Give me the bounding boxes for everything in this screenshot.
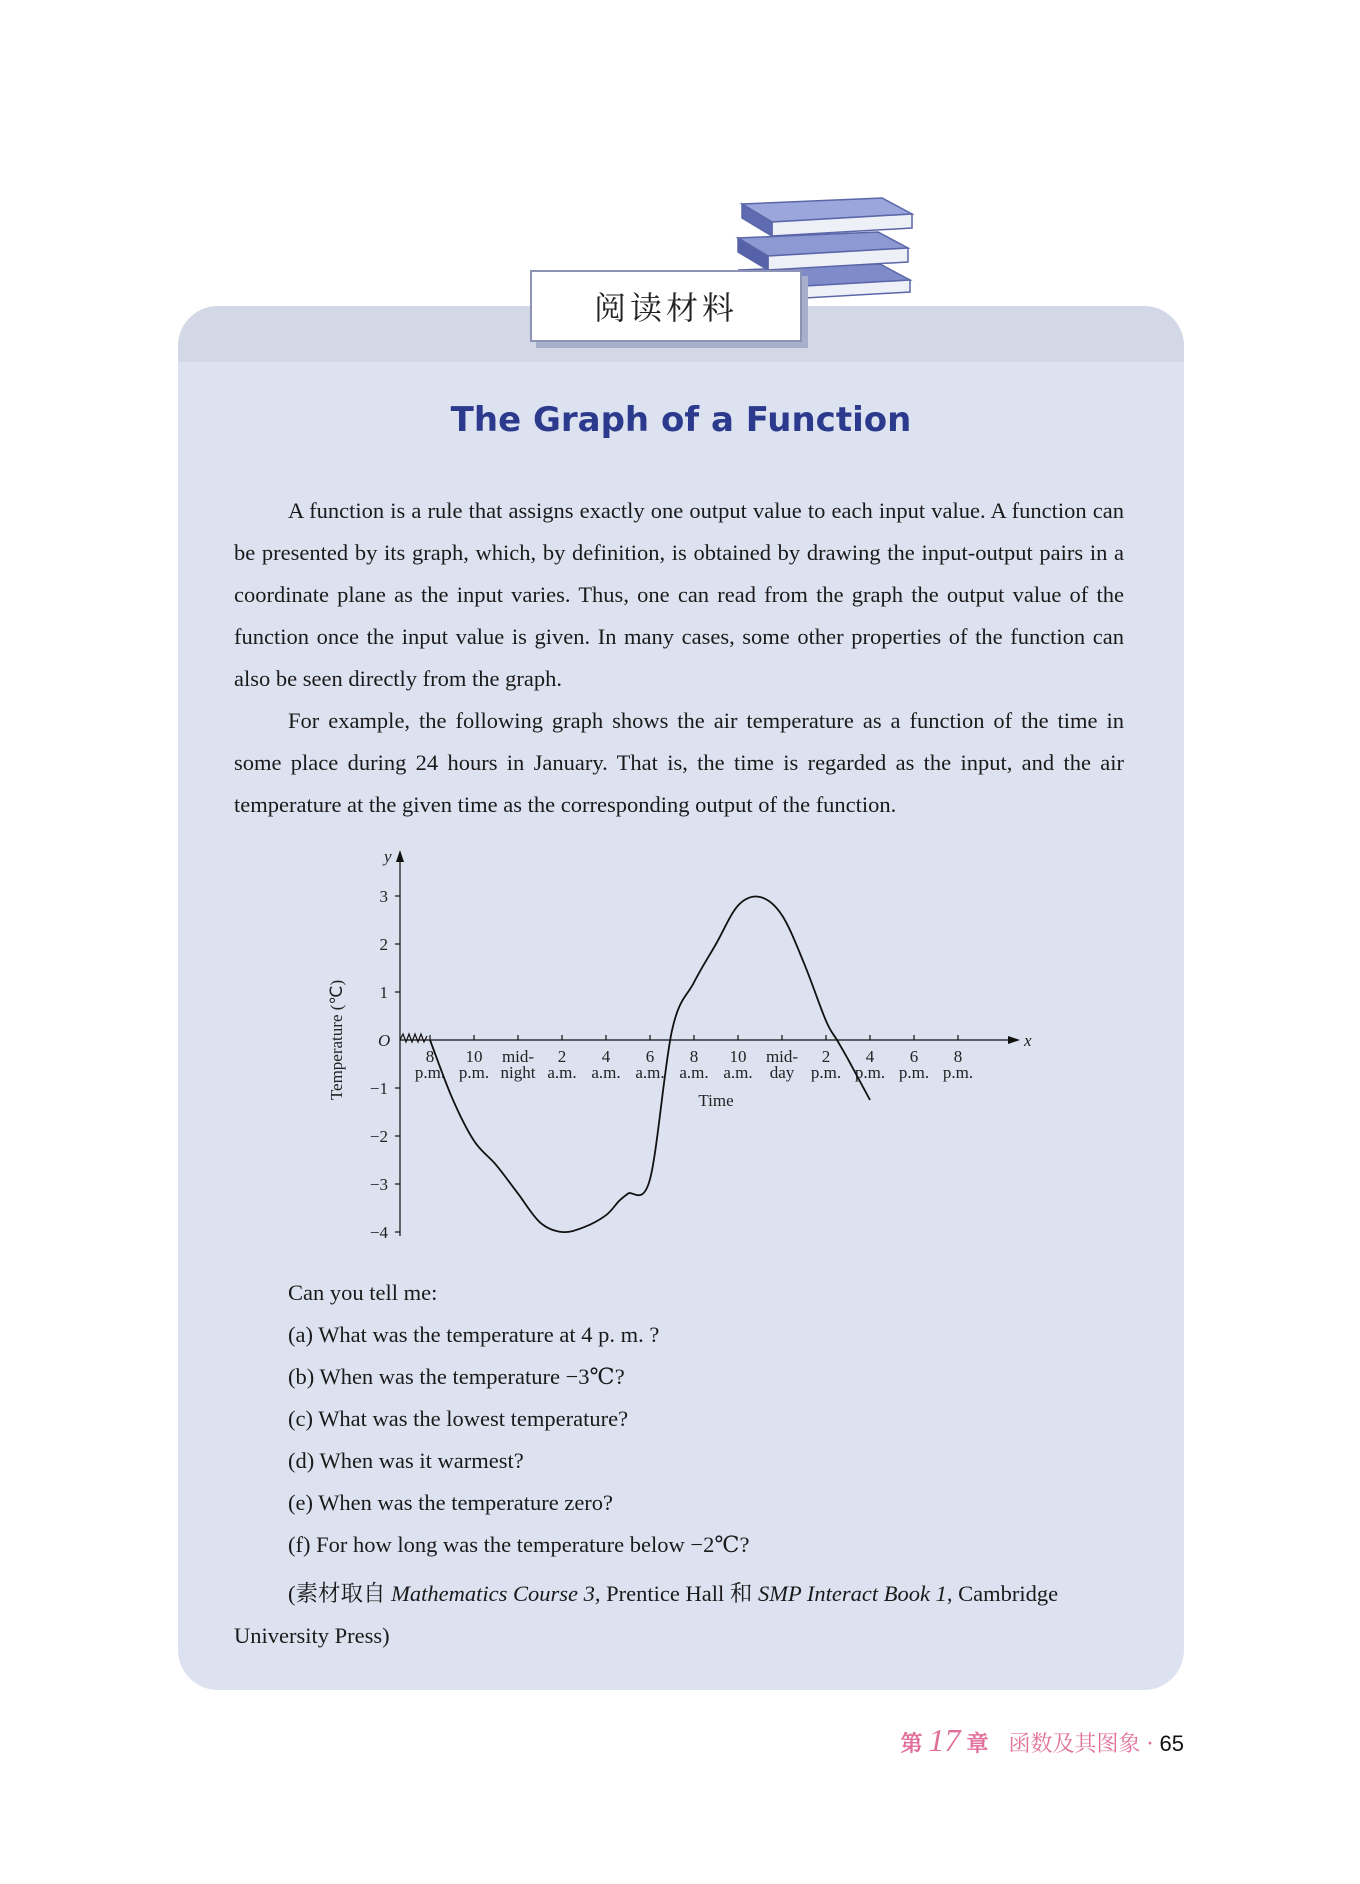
questions-intro: Can you tell me: (288, 1280, 438, 1305)
y-axis-arrow (396, 850, 404, 862)
question-item: (c) What was the lowest temperature? (288, 1406, 629, 1431)
paragraph-2: For example, the following graph shows the air temperature as a function of the time in some place during 24 hours in January. That is, the time is regarded as the input, and the air temperature at the given time as the corresponding output of the function. (234, 708, 1124, 817)
x-axis-name: x (1024, 1031, 1032, 1050)
x-tick-label: 10 (465, 1047, 483, 1066)
question-item: (b) When was the temperature −3℃? (288, 1364, 625, 1389)
chapter-title: 函数及其图象 (1008, 1732, 1141, 1757)
x-tick-label: 4 (865, 1047, 875, 1066)
page-number: 65 (1159, 1731, 1184, 1756)
x-tick-label: 8 (689, 1047, 699, 1066)
x-tick-label: a.m. (723, 1063, 753, 1082)
x-tick-label: 8 (953, 1047, 963, 1066)
y-tick-label: −1 (369, 1079, 388, 1098)
axis-break (400, 1034, 427, 1042)
temperature-chart (320, 846, 1040, 1246)
x-tick-label: p.m. (942, 1063, 974, 1082)
y-tick-label: −2 (369, 1127, 388, 1146)
x-tick-label: mid- (501, 1047, 535, 1066)
x-tick-label: p.m. (810, 1063, 842, 1082)
question-item: (f) For how long was the temperature below −2℃? (288, 1532, 750, 1557)
question-item: (d) When was it warmest? (288, 1448, 524, 1473)
chapter-prefix: 第 (900, 1732, 923, 1757)
y-axis-label: Temperature (℃) (327, 979, 346, 1101)
x-axis-label: Time (698, 1091, 734, 1110)
reference-prefix: (素材取自 (288, 1581, 386, 1606)
chapter-suffix: 章 (966, 1732, 989, 1757)
y-axis-name: y (384, 847, 392, 866)
x-tick-label: 2 (821, 1047, 831, 1066)
x-tick-label: p.m. (414, 1063, 446, 1082)
x-tick-label: 2 (557, 1047, 567, 1066)
x-tick-label: day (769, 1063, 795, 1082)
x-tick-label: a.m. (635, 1063, 665, 1082)
x-tick-label: 10 (729, 1047, 747, 1066)
x-tick-label: p.m. (898, 1063, 930, 1082)
y-tick-label: 3 (379, 887, 388, 906)
reference-book-2: SMP Interact Book 1 (757, 1581, 947, 1606)
y-tick-label: −3 (369, 1175, 388, 1194)
reading-material-label: 阅读材料 (530, 270, 802, 342)
x-tick-label: 6 (909, 1047, 919, 1066)
chapter-number: 17 (928, 1722, 961, 1758)
question-item: (e) When was the temperature zero? (288, 1490, 614, 1515)
x-tick-label: 4 (601, 1047, 611, 1066)
x-tick-label: night (500, 1063, 536, 1082)
reference-separator: , Prentice Hall 和 (594, 1581, 753, 1606)
reference-suffix: , Cambridge University Press) (234, 1581, 1059, 1648)
x-tick-label: mid- (765, 1047, 799, 1066)
x-tick-label: p.m. (854, 1063, 886, 1082)
page-footer (900, 1722, 1184, 1759)
x-tick-label: a.m. (679, 1063, 709, 1082)
x-axis-arrow (1008, 1036, 1020, 1044)
x-tick-label: a.m. (591, 1063, 621, 1082)
reference-book-1: Mathematics Course 3 (391, 1581, 595, 1606)
y-tick-label: 2 (379, 935, 388, 954)
page-title: The Graph of a Function (450, 400, 912, 440)
x-tick-label: p.m. (458, 1063, 490, 1082)
y-tick-label: 1 (379, 983, 388, 1002)
x-tick-label: 6 (645, 1047, 655, 1066)
reference (234, 1573, 1124, 1657)
y-tick-label: −4 (369, 1223, 388, 1242)
footer-separator: · (1146, 1732, 1154, 1757)
x-tick-label: 8 (425, 1047, 435, 1066)
question-item: (a) What was the temperature at 4 p. m. ? (288, 1322, 660, 1347)
origin-label: O (378, 1031, 391, 1050)
paragraph-1: A function is a rule that assigns exactly one output value to each input value. A function can be presented by its graph, which, by definition, is obtained by drawing the input-output pairs in a coordinate plane as the input varies. Thus, one can read from the graph the output value of the function once the input value is given. In many cases, some other properties of the function can also be seen directly from the graph. (234, 498, 1124, 691)
x-tick-label: a.m. (547, 1063, 577, 1082)
